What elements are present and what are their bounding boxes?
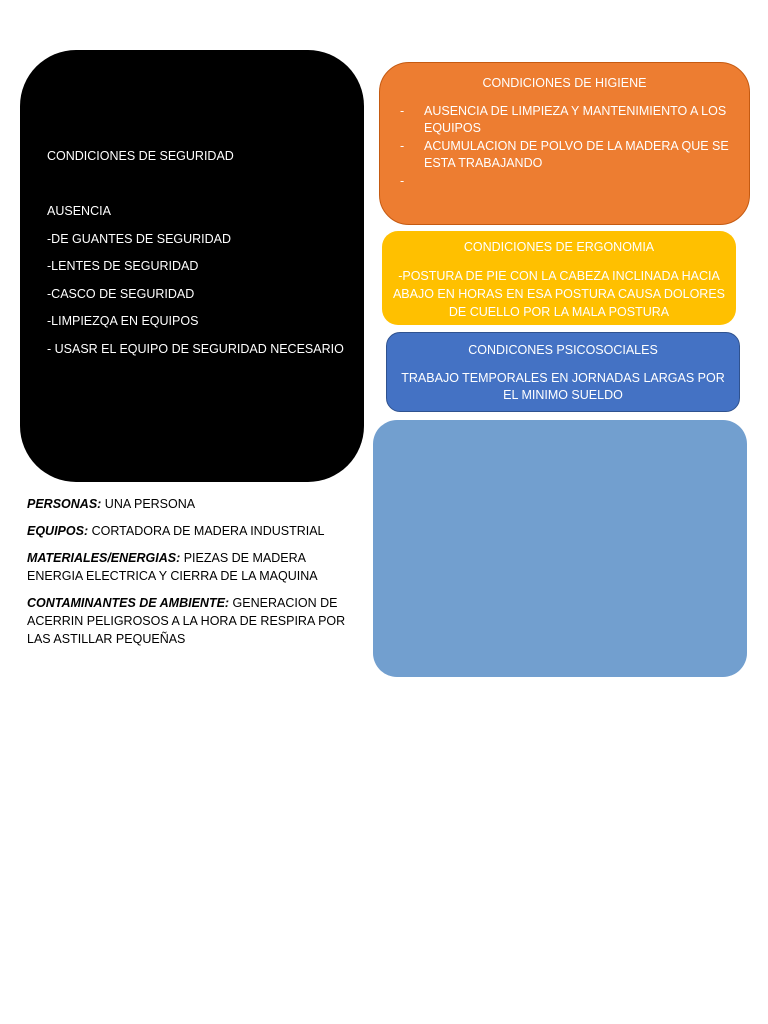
higiene-title: CONDICIONES DE HIGIENE: [482, 76, 647, 90]
resumen-item: [27, 594, 357, 648]
seguridad-title: CONDICIONES DE SEGURIDAD: [47, 149, 234, 163]
bullet-dash: -: [400, 139, 405, 153]
resumen-value: CORTADORA DE MADERA INDUSTRIAL: [88, 524, 325, 538]
seguridad-item: -DE GUANTES DE SEGURIDAD: [47, 231, 232, 246]
resumen-item: [27, 522, 357, 540]
psicosociales-body: TRABAJO TEMPORALES EN JORNADAS LARGAS POR EL MINIMO SUELDO: [401, 371, 725, 402]
ergonomia-body: -POSTURA DE PIE CON LA CABEZA INCLINADA HACIA ABAJO EN HORAS EN ESA POSTURA CAUSA DOLORES DE CUELLO POR LA MALA POSTURA: [392, 269, 726, 319]
seguridad-item: - USASR EL EQUIPO DE SEGURIDAD NECESARIO: [47, 341, 344, 356]
empty-blue-box: [373, 420, 747, 677]
higiene-item-text: AUSENCIA DE LIMPIEZA Y MANTENIMIENTO A LOS EQUIPOS: [424, 104, 727, 135]
psicosociales-title: CONDICONES PSICOSOCIALES: [468, 343, 658, 357]
resumen-value: UNA PERSONA: [101, 497, 196, 511]
higiene-list: [400, 103, 729, 188]
resumen-label: PERSONAS:: [27, 497, 102, 511]
resumen-block: [27, 495, 357, 657]
higiene-item-text: ACUMULACION DE POLVO DE LA MADERA QUE SE ESTA TRABAJANDO: [424, 139, 729, 170]
ergonomia-title: CONDICIONES DE ERGONOMIA: [463, 240, 655, 254]
seguridad-item: AUSENCIA: [47, 204, 111, 218]
higiene-item: [400, 103, 729, 137]
seguridad-box: [20, 50, 364, 482]
seguridad-item: -CASCO DE SEGURIDAD: [47, 286, 195, 301]
higiene-item: [400, 138, 729, 172]
resumen-label: EQUIPOS:: [27, 524, 89, 538]
seguridad-list: [47, 204, 344, 369]
resumen-label: CONTAMINANTES DE AMBIENTE:: [27, 596, 230, 610]
seguridad-item: -LIMPIEZQA EN EQUIPOS: [47, 314, 199, 328]
resumen-label: MATERIALES/ENERGIAS:: [27, 551, 181, 565]
resumen-item: [27, 495, 357, 513]
resumen-value: GENERACION DE ACERRIN PELIGROSOS A LA HORA DE RESPIRA POR LAS ASTILLAR PEQUEÑAS: [27, 596, 346, 646]
ergonomia-box: [382, 231, 736, 325]
psicosociales-box: [386, 332, 740, 412]
bullet-dash: -: [400, 174, 405, 188]
seguridad-item: -LENTES DE SEGURIDAD: [47, 259, 199, 273]
resumen-item: [27, 549, 357, 585]
bullet-dash: -: [400, 104, 405, 118]
resumen-value: PIEZAS DE MADERA ENERGIA ELECTRICA Y CIERRA DE LA MAQUINA: [27, 551, 318, 583]
higiene-box: [379, 62, 750, 225]
